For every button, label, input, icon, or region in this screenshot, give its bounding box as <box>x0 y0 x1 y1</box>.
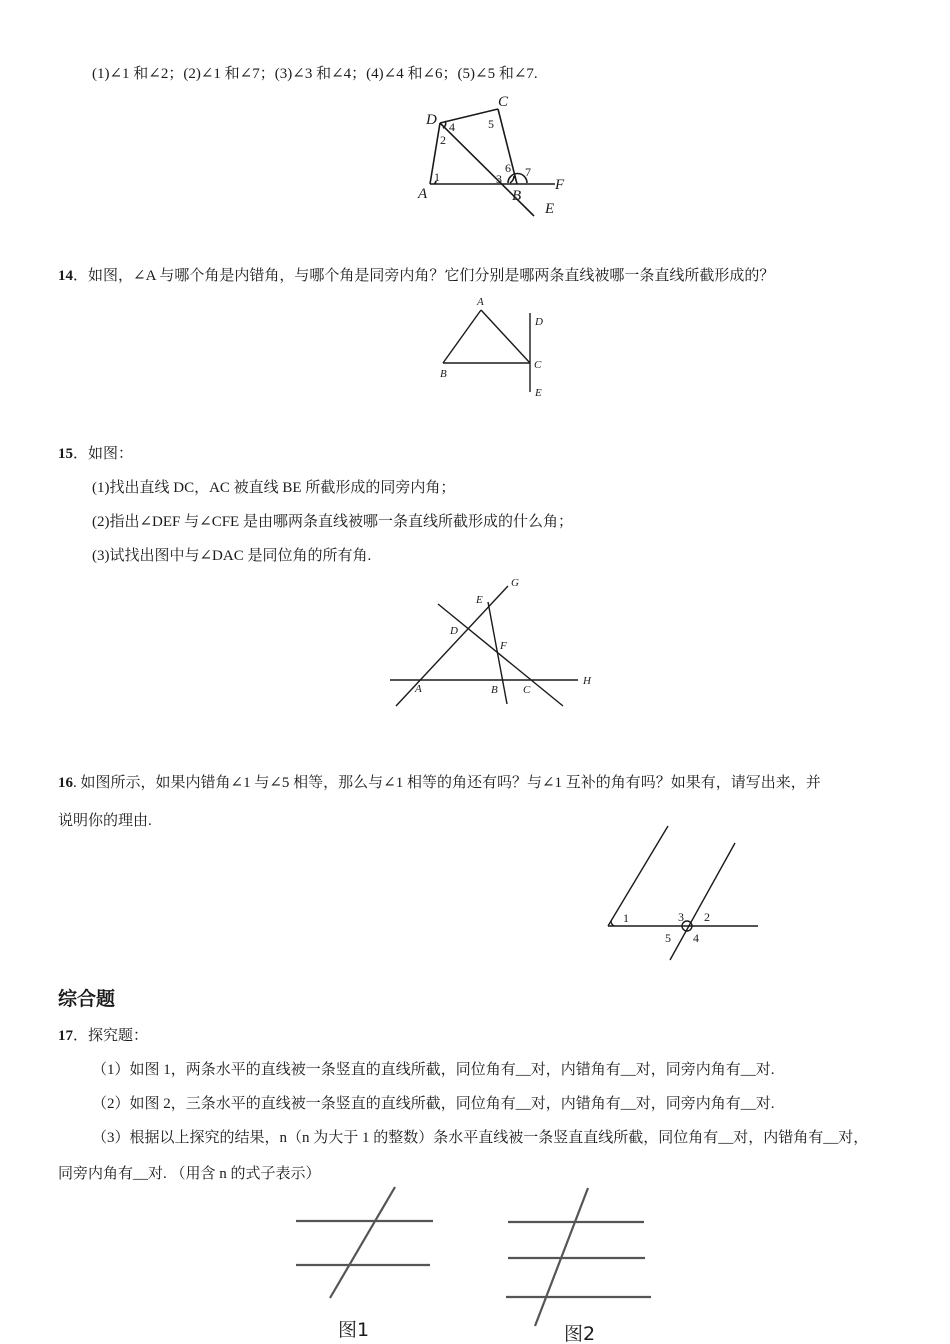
q14-number: 14 <box>58 268 73 284</box>
q13-angle-2: 2 <box>440 133 446 147</box>
section-title: 综合题 <box>58 988 116 1010</box>
q17-figure-1-caption: 图1 <box>338 1319 370 1341</box>
q17-item-3: （3）根据以上探究的结果，n（n 为大于 1 的整数）条水平直线被一条竖直直线所截，同位角有__对，内错角有__对， <box>92 1130 869 1146</box>
q13-label-D: D <box>426 112 437 128</box>
q15-figure <box>385 572 600 712</box>
q13-label-F: F <box>555 177 565 193</box>
q13-angle-1: 1 <box>434 170 440 184</box>
q13-angle-5: 5 <box>488 117 494 131</box>
q16-angle-3: 3 <box>678 910 684 924</box>
q16-angle-4: 4 <box>693 931 699 945</box>
q16-angle-5: 5 <box>665 931 671 945</box>
q17-figure-2-caption: 图2 <box>564 1323 596 1344</box>
q16-question-line-2: 说明你的理由. <box>58 813 152 829</box>
q17-question <box>58 1026 148 1046</box>
q15-label-B: B <box>491 684 498 696</box>
q14-label-A: A <box>477 296 484 308</box>
q15-label-F: F <box>500 640 507 652</box>
q15-label-D: D <box>450 625 458 637</box>
q13-angle-4: 4 <box>449 120 455 134</box>
q17-number: 17 <box>58 1028 73 1044</box>
q15-question <box>58 444 133 464</box>
q14-label-B: B <box>440 368 447 380</box>
q16-figure <box>600 820 765 965</box>
q16-text-line-1: . 如图所示，如果内错角∠1 与∠5 相等，那么与∠1 相等的角还有吗？与∠1 互补的角有吗？如果有，请写出来，并 <box>73 775 821 791</box>
q13-label-A: A <box>418 186 428 202</box>
q16-angle-2: 2 <box>704 910 710 924</box>
q16-angle-1: 1 <box>623 911 629 925</box>
q15-label-E: E <box>476 594 483 606</box>
q15-label-C: C <box>523 684 531 696</box>
q13-label-E: E <box>545 201 555 217</box>
q16-number: 16 <box>58 775 73 791</box>
q13-label-C: C <box>498 94 509 110</box>
q15-number: 15 <box>58 446 73 462</box>
q13-angle-3: 3 <box>496 172 502 186</box>
q14-question <box>58 266 774 286</box>
q17-intro: ．探究题： <box>73 1028 149 1044</box>
q17-figure-1 <box>290 1182 440 1344</box>
q15-label-A: A <box>415 683 422 695</box>
q13-figure <box>410 90 580 225</box>
q13-angle-7: 7 <box>525 165 531 179</box>
q13-angle-6: 6 <box>505 161 511 175</box>
q15-label-G: G <box>511 577 519 589</box>
q14-figure <box>430 293 560 403</box>
q14-label-E: E <box>535 387 542 399</box>
q15-item-3: (3)试找出图中与∠DAC 是同位角的所有角. <box>92 548 372 564</box>
q13-answer-line: (1)∠1 和∠2；(2)∠1 和∠7；(3)∠3 和∠4；(4)∠4 和∠6；(5)∠5 和∠7. <box>92 66 538 82</box>
q17-item-2: （2）如图 2，三条水平的直线被一条竖直的直线所截，同位角有__对，内错角有__对，同旁内角有__对. <box>92 1096 775 1112</box>
q13-label-B: B <box>512 188 522 204</box>
q17-item-1: （1）如图 1，两条水平的直线被一条竖直的直线所截，同位角有__对，内错角有__对，同旁内角有__对. <box>92 1062 775 1078</box>
q15-item-1: (1)找出直线 DC，AC 被直线 BE 所截形成的同旁内角； <box>92 480 456 496</box>
q17-item-3-continued: 同旁内角有__对. （用含 n 的式子表示） <box>58 1166 321 1182</box>
q14-label-C: C <box>534 359 542 371</box>
q15-item-2: (2)指出∠DEF 与∠CFE 是由哪两条直线被哪一条直线所截形成的什么角； <box>92 514 573 530</box>
q15-intro: ．如图： <box>73 446 134 462</box>
q14-label-D: D <box>535 316 543 328</box>
q14-text: ．如图，∠A 与哪个角是内错角，与哪个角是同旁内角？它们分别是哪两条直线被哪一条直线所截形成的？ <box>73 268 775 284</box>
q17-figure-2 <box>500 1182 660 1344</box>
q15-label-H: H <box>583 675 591 687</box>
q16-question-line-1 <box>58 773 821 793</box>
